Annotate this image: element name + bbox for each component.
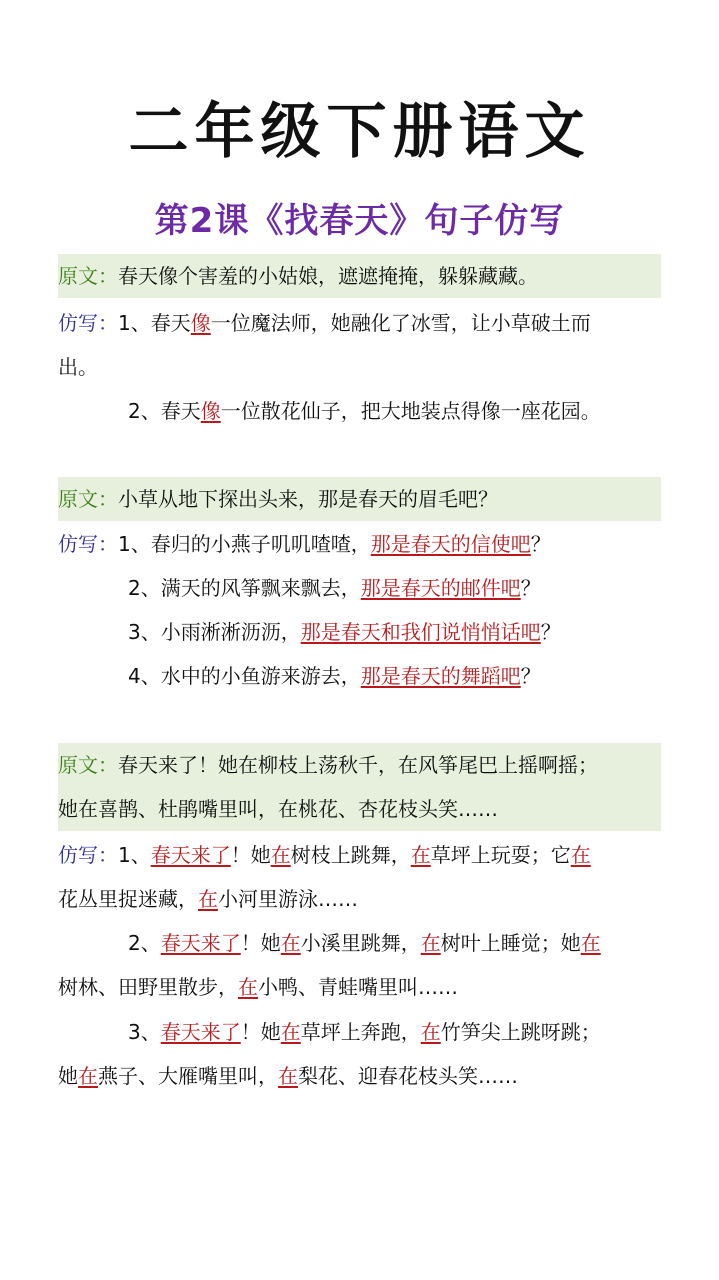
original-text: 小草从地下探出头来，那是春天的眉毛吧？ (118, 487, 498, 511)
imitation-2-3: 3、小雨淅淅沥沥，那是春天和我们说悄悄话吧？ (128, 620, 561, 644)
original-sentence-2 (58, 477, 661, 521)
imitation-1-1: 仿写：1、春天像一位魔法师，她融化了冰雪，让小草破土而 (58, 311, 591, 335)
highlight: 那是春天的信使吧 (370, 532, 531, 556)
imitation-3-1-cont: 花丛里捉迷藏，在小河里游泳…… (58, 887, 358, 911)
imitation-3-2: 2、春天来了！她在小溪里跳舞，在树叶上睡觉；她在 (128, 931, 601, 955)
imitation-1-2: 2、春天像一位散花仙子，把大地装点得像一座花园。 (128, 399, 601, 423)
original-text: 春天像个害羞的小姑娘，遮遮掩掩，躲躲藏藏。 (118, 264, 538, 288)
imitation-2-4: 4、水中的小鱼游来游去，那是春天的舞蹈吧？ (128, 664, 541, 688)
original-text: 春天来了！她在柳枝上荡秋千，在风筝尾巴上摇啊摇； (118, 753, 598, 777)
original-sentence-3 (58, 743, 661, 831)
highlight: 像 (190, 311, 211, 335)
original-text-cont: 她在喜鹊、杜鹃嘴里叫，在桃花、杏花枝头笑…… (58, 797, 498, 821)
imitation-2-1: 仿写：1、春归的小燕子叽叽喳喳，那是春天的信使吧？ (58, 532, 551, 556)
original-label: 原文： (58, 264, 118, 288)
imitation-2-2: 2、满天的风筝飘来飘去，那是春天的邮件吧？ (128, 576, 541, 600)
highlight: 那是春天和我们说悄悄话吧 (300, 620, 541, 644)
original-sentence-1 (58, 254, 661, 298)
page-subtitle: 第2课《找春天》句子仿写 (154, 201, 565, 241)
highlight: 像 (200, 399, 221, 423)
highlight: 那是春天的舞蹈吧 (360, 664, 521, 688)
original-label: 原文： (58, 487, 118, 511)
imitation-3-3: 3、春天来了！她在草坪上奔跑，在竹笋尖上跳呀跳； (128, 1020, 601, 1044)
original-label: 原文： (58, 753, 118, 777)
imitation-1-1-cont: 出。 (58, 355, 98, 379)
page-title: 二年级下册语文 (128, 97, 591, 167)
imitation-3-1: 仿写：1、春天来了！她在树枝上跳舞，在草坪上玩耍；它在 (58, 843, 591, 867)
highlight: 那是春天的邮件吧 (360, 576, 521, 600)
imitate-label: 仿写： (58, 532, 118, 556)
imitation-3-2-cont: 树林、田野里散步，在小鸭、青蛙嘴里叫…… (58, 975, 458, 999)
imitate-label: 仿写： (58, 843, 118, 867)
imitate-label: 仿写： (58, 311, 118, 335)
imitation-3-3-cont: 她在燕子、大雁嘴里叫，在梨花、迎春花枝头笑…… (58, 1064, 518, 1088)
